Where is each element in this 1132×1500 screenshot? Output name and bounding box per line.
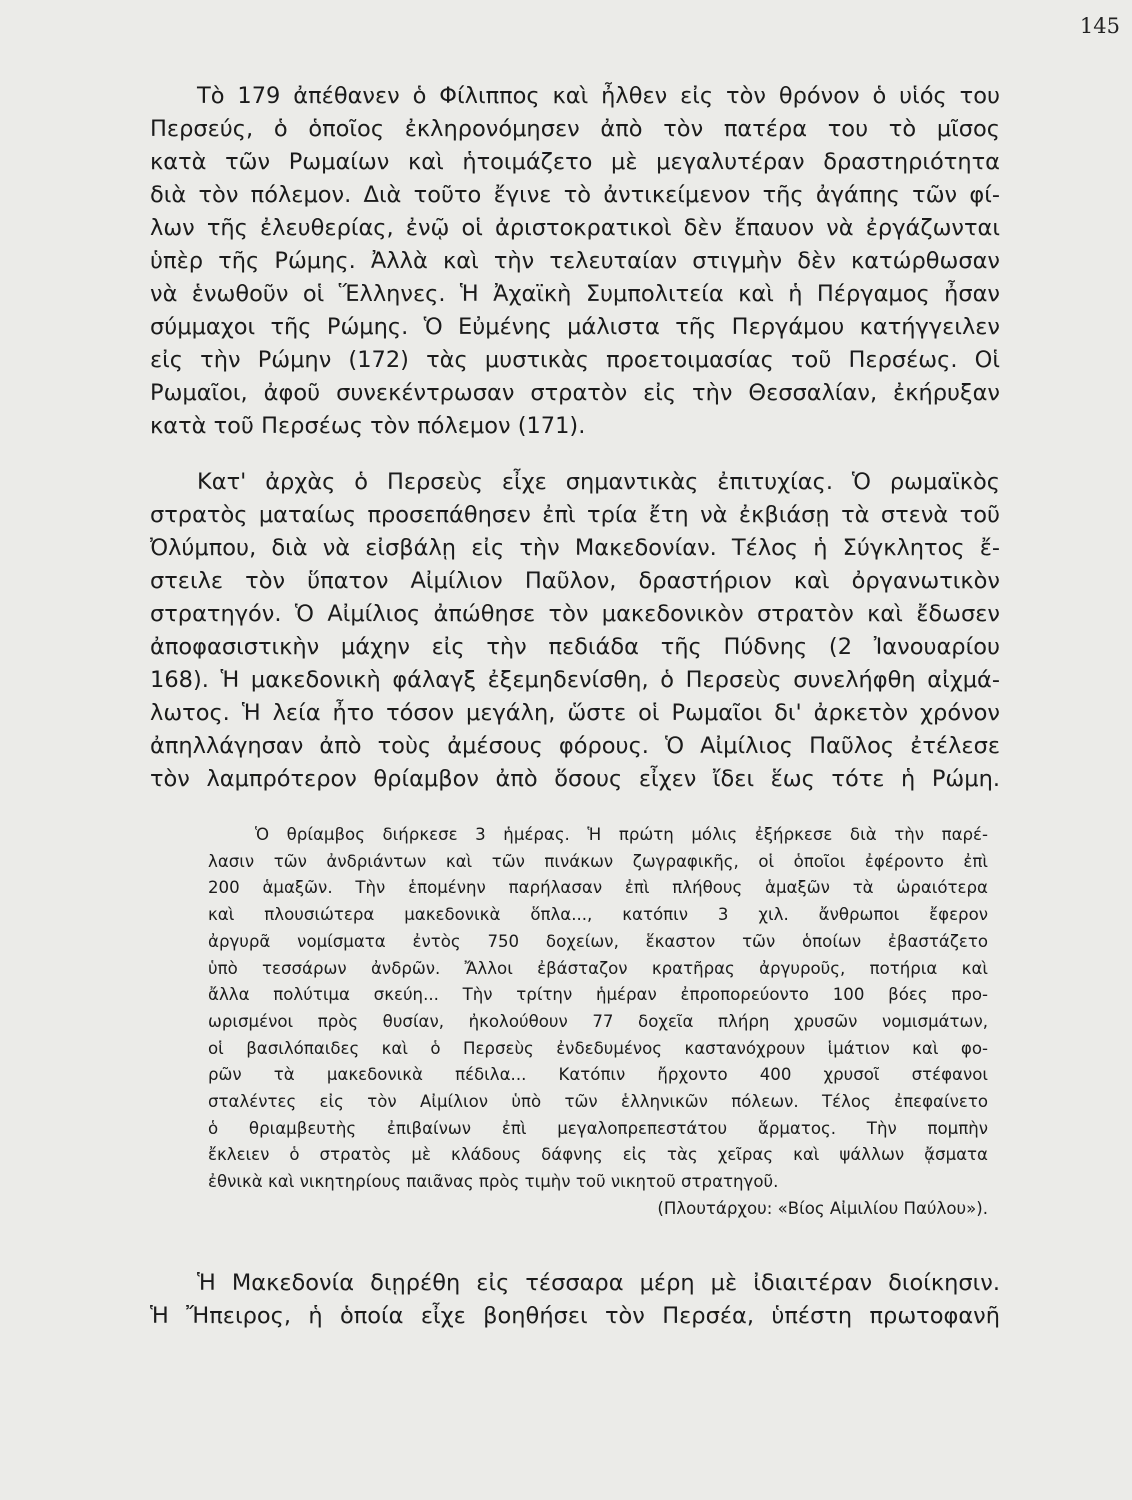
quote-line: οἱ βασιλόπαιδες καὶ ὁ Περσεὺς ἐνδεδυμένος καστανόχρουν ἱμάτιον καὶ φο- xyxy=(208,1038,988,1058)
text-line: κατὰ τοῦ Περσέως τὸν πόλεμον (171). xyxy=(150,413,586,439)
quote-line: ὁ θριαμβευτὴς ἐπιβαίνων ἐπὶ μεγαλοπρεπεστάτου ἅρματος. Τὴν πομπὴν xyxy=(208,1118,988,1138)
text-line: Ἡ Ἤπειρος, ἡ ὁποία εἶχε βοηθήσει τὸν Περσέα, ὑπέστη πρωτοφανῆ xyxy=(150,1303,1000,1329)
text-line: κατὰ τῶν Ρωμαίων καὶ ἡτοιμάζετο μὲ μεγαλυτέραν δραστηριότητα xyxy=(150,149,1000,175)
text-line: ὑπὲρ τῆς Ρώμης. Ἀλλὰ καὶ τὴν τελευταίαν στιγμὴν δὲν κατώρθωσαν xyxy=(150,248,1000,274)
text-line: Τὸ 179 ἀπέθανεν ὁ Φίλιππος καὶ ἦλθεν εἰς τὸν θρόνον ὁ υἱός του xyxy=(197,83,1000,109)
text-line: Ὀλύμπου, διὰ νὰ εἰσβάλῃ εἰς τὴν Μακεδονίαν. Τέλος ἡ Σύγκλητος ἔ- xyxy=(150,535,1000,561)
text-line: Ἡ Μακεδονία διῃρέθη εἰς τέσσαρα μέρη μὲ ἰδιαιτέραν διοίκησιν. xyxy=(197,1270,1000,1296)
text-line: διὰ τὸν πόλεμον. Διὰ τοῦτο ἔγινε τὸ ἀντικείμενον τῆς ἀγάπης τῶν φί- xyxy=(150,182,1000,208)
text-line: νὰ ἑνωθοῦν οἱ Ἕλληνες. Ἡ Ἀχαϊκὴ Συμπολιτεία καὶ ἡ Πέργαμος ἦσαν xyxy=(150,281,1000,307)
quote-line: Ὁ θρίαμβος διήρκεσε 3 ἡμέρας. Ἡ πρώτη μόλις ἐξήρκεσε διὰ τὴν παρέ- xyxy=(255,825,988,844)
triumph-quote-block xyxy=(208,822,988,1223)
quote-line: ρῶν τὰ μακεδονικὰ πέδιλα... Κατόπιν ἤρχοντο 400 χρυσοῖ στέφανοι xyxy=(208,1065,988,1085)
quote-citation: (Πλουτάρχου: «Βίος Αἰμιλίου Παύλου»). xyxy=(657,1198,988,1218)
text-line: λων τῆς ἐλευθερίας, ἐνῷ οἱ ἀριστοκρατικοὶ δὲν ἔπαυον νὰ ἐργάζωνται xyxy=(150,215,1000,241)
text-line: ἀποφασιστικὴν μάχην εἰς τὴν πεδιάδα τῆς Πύδνης (2 Ἰανουαρίου xyxy=(150,634,1000,660)
text-line: τὸν λαμπρότερον θρίαμβον ἀπὸ ὅσους εἶχεν ἴδει ἕως τότε ἡ Ρώμη. xyxy=(150,766,1000,792)
quote-line: ἄλλα πολύτιμα σκεύη... Τὴν τρίτην ἡμέραν ἐπροπορεύοντο 100 βόες προ- xyxy=(208,985,988,1005)
quote-line: ἔκλειεν ὁ στρατὸς μὲ κλάδους δάφνης εἰς τὰς χεῖρας καὶ ψάλλων ᾄσματα xyxy=(208,1145,988,1165)
text-line: Κατ' ἀρχὰς ὁ Περσεὺς εἶχε σημαντικὰς ἐπιτυχίας. Ὁ ρωμαϊκὸς xyxy=(197,469,1000,495)
quote-line: λασιν τῶν ἀνδριάντων καὶ τῶν πινάκων ζωγραφικῆς, οἱ ὁποῖοι ἐφέροντο ἐπὶ xyxy=(208,851,988,871)
text-line: λωτος. Ἡ λεία ἦτο τόσον μεγάλη, ὥστε οἱ Ρωμαῖοι δι' ἀρκετὸν χρόνον xyxy=(150,700,1000,726)
quote-line: ἐθνικὰ καὶ νικητηρίους παιᾶνας πρὸς τιμὴν τοῦ νικητοῦ στρατηγοῦ. xyxy=(208,1172,779,1192)
paragraph-philip-perseus xyxy=(150,80,1000,443)
text-line: Ρωμαῖοι, ἀφοῦ συνεκέντρωσαν στρατὸν εἰς τὴν Θεσσαλίαν, ἐκήρυξαν xyxy=(150,380,1000,406)
quote-line: ἀργυρᾶ νομίσματα ἐντὸς 750 δοχείων, ἕκαστον τῶν ὁποίων ἐβαστάζετο xyxy=(208,931,988,951)
quote-line: ὑπὸ τεσσάρων ἀνδρῶν. Ἄλλοι ἐβάσταζον κρατῆρας ἀργυροῦς, ποτήρια καὶ xyxy=(208,958,988,978)
text-line: στειλε τὸν ὕπατον Αἰμίλιον Παῦλον, δραστήριον καὶ ὀργανωτικὸν xyxy=(150,568,1000,594)
text-line: στρατηγόν. Ὁ Αἰμίλιος ἀπώθησε τὸν μακεδονικὸν στρατὸν καὶ ἔδωσεν xyxy=(150,601,1000,627)
text-line: 168). Ἡ μακεδονικὴ φάλαγξ ἐξεμηδενίσθη, ὁ Περσεὺς συνελήφθη αἰχμά- xyxy=(150,667,1000,693)
paragraph-macedonia-division xyxy=(150,1267,1000,1333)
text-line: εἰς τὴν Ρώμην (172) τὰς μυστικὰς προετοιμασίας τοῦ Περσέως. Οἱ xyxy=(150,347,1000,373)
quote-line: σταλέντες εἰς τὸν Αἰμίλιον ὑπὸ τῶν ἑλληνικῶν πόλεων. Τέλος ἐπεφαίνετο xyxy=(208,1092,988,1112)
text-line: σύμμαχοι τῆς Ρώμης. Ὁ Εὐμένης μάλιστα τῆς Περγάμου κατήγγειλεν xyxy=(150,314,1000,340)
paragraph-war-pydna xyxy=(150,466,1000,796)
quote-line: ωρισμένοι πρὸς θυσίαν, ἠκολούθουν 77 δοχεῖα πλήρη χρυσῶν νομισμάτων, xyxy=(208,1011,988,1031)
text-line: στρατὸς ματαίως προσεπάθησεν ἐπὶ τρία ἔτη νὰ ἐκβιάσῃ τὰ στενὰ τοῦ xyxy=(150,502,1000,528)
text-line: Περσεύς, ὁ ὁποῖος ἐκληρονόμησεν ἀπὸ τὸν πατέρα του τὸ μῖσος xyxy=(150,116,1000,142)
text-line: ἀπηλλάγησαν ἀπὸ τοὺς ἀμέσους φόρους. Ὁ Αἰμίλιος Παῦλος ἐτέλεσε xyxy=(150,733,1000,759)
page-number: 145 xyxy=(1079,14,1120,38)
quote-line: καὶ πλουσιώτερα μακεδονικὰ ὅπλα..., κατόπιν 3 χιλ. ἄνθρωποι ἔφερον xyxy=(208,905,988,925)
quote-line: 200 ἁμαξῶν. Τὴν ἑπομένην παρήλασαν ἐπὶ πλήθους ἁμαξῶν τὰ ὡραιότερα xyxy=(208,878,988,898)
